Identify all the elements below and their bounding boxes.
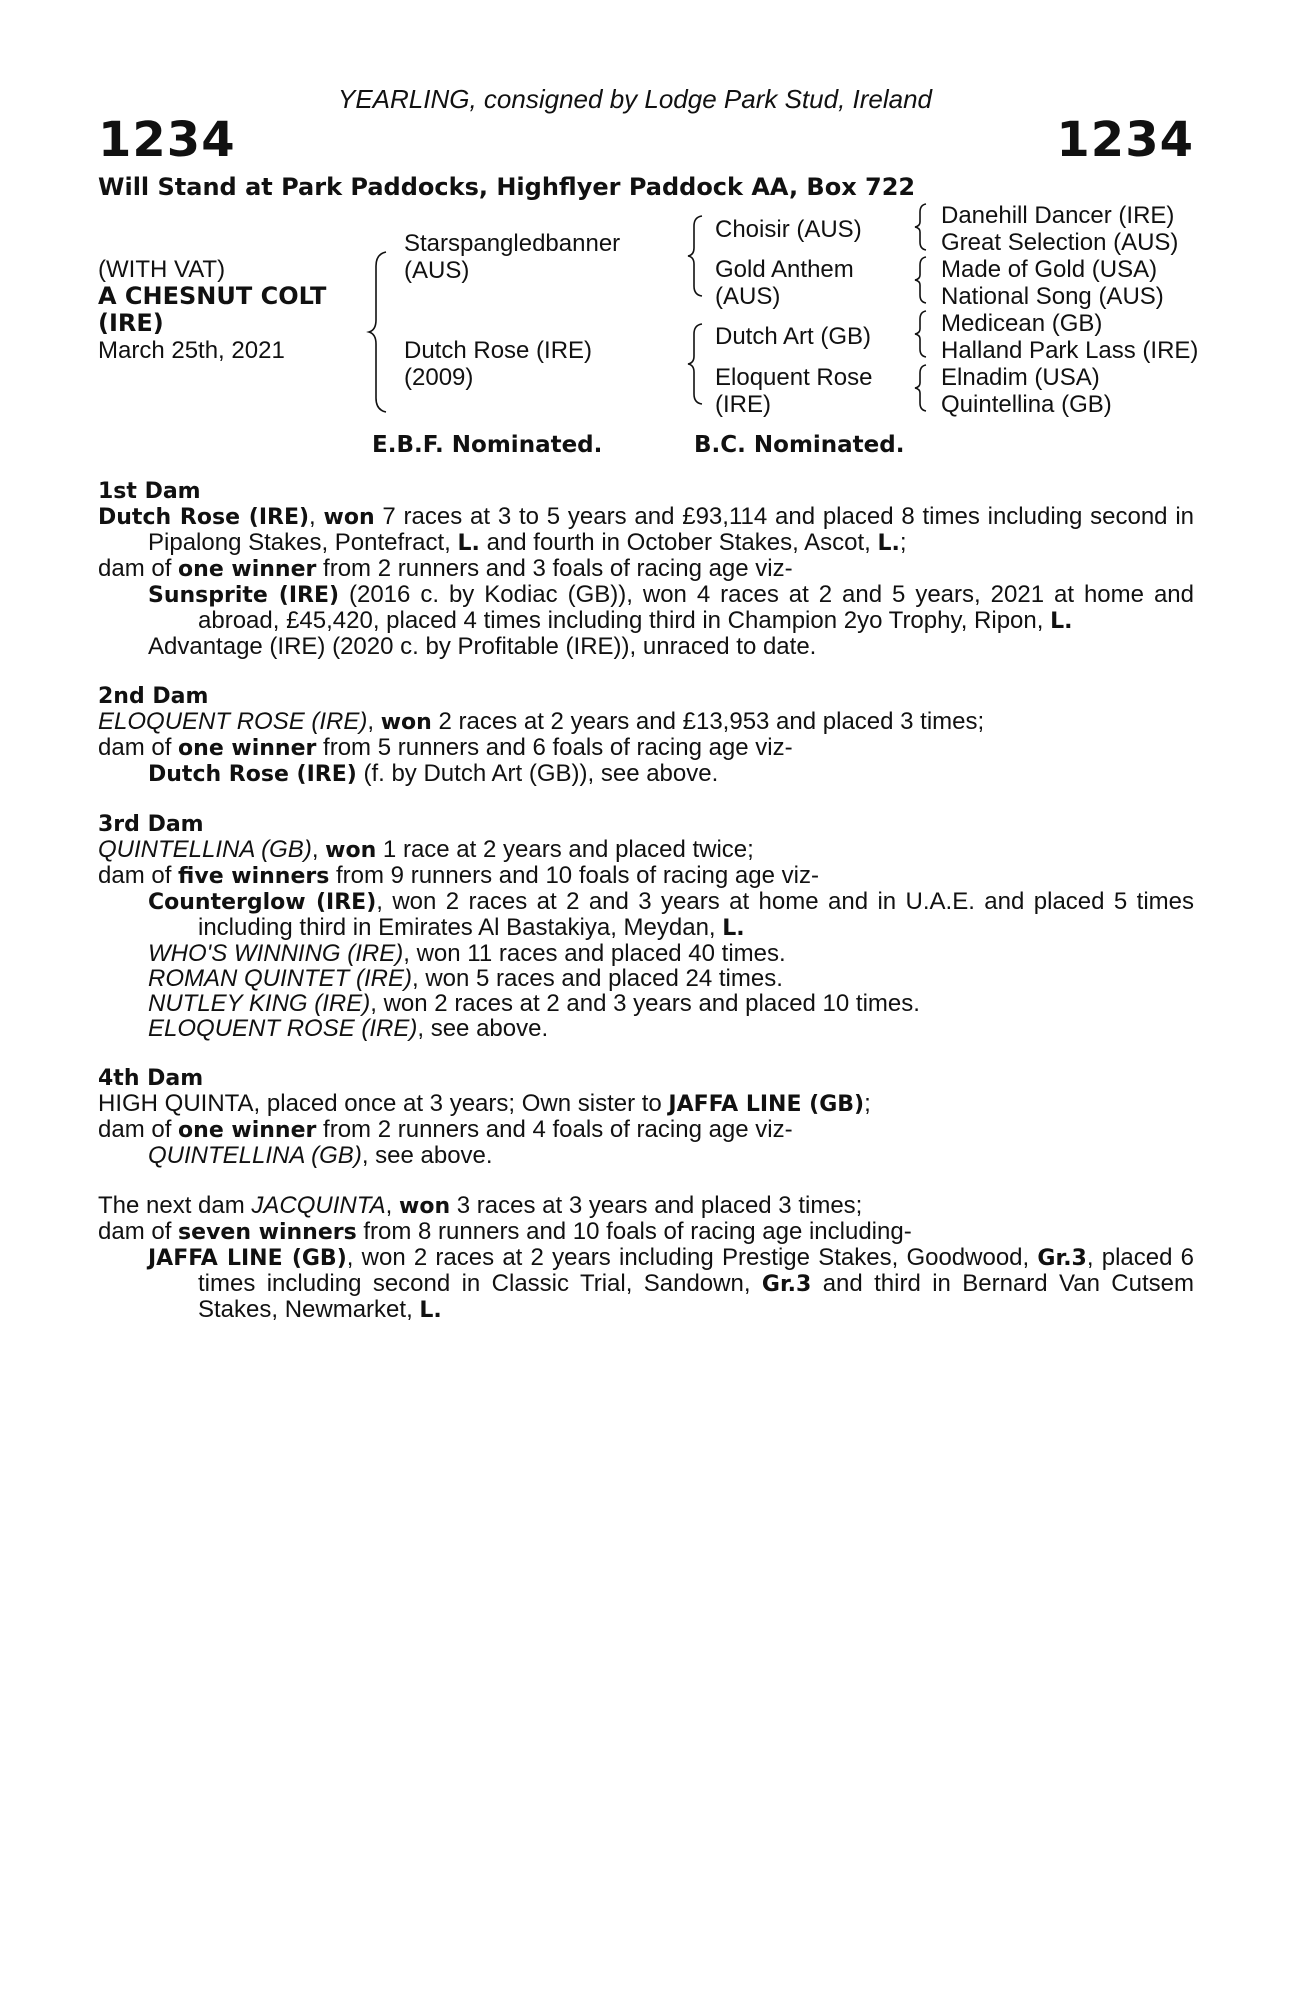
produce-name: QUINTELLINA (GB)	[148, 1142, 362, 1169]
produce-entry: Sunsprite (IRE) (2016 c. by Kodiac (GB)), won 4 races at 2 and 5 years, 2021 at home and abroad, £45,420, placed 4 times including third in Champion 2yo Trophy, Ripon, L.	[148, 581, 1194, 634]
dam-dam-origin: (IRE)	[715, 391, 771, 418]
won-label: won	[399, 1194, 451, 1219]
vat-note: (WITH VAT)	[98, 256, 226, 283]
dd-dam: Quintellina (GB)	[941, 391, 1112, 418]
dam-year: (2009)	[404, 364, 474, 391]
produce-name: Dutch Rose (IRE)	[148, 762, 357, 787]
consignment-subtitle: YEARLING, consigned by Lodge Park Stud, Ireland	[338, 84, 933, 114]
dam-name: ELOQUENT ROSE (IRE)	[98, 708, 368, 735]
bracket-eloquent-rose	[916, 365, 930, 411]
sire-dam: Gold Anthem	[715, 256, 854, 283]
sire-name: Starspangledbanner	[404, 230, 621, 257]
produce-summary: dam of one winner from 5 runners and 6 foals of racing age viz-	[98, 734, 793, 761]
lot-number-left: 1234	[98, 112, 236, 168]
dam-record: ELOQUENT ROSE (IRE), won 2 races at 2 years and £13,953 and placed 3 times;	[98, 708, 985, 735]
pedigree-bracket-dam	[690, 324, 706, 404]
produce-entry: ELOQUENT ROSE (IRE), see above.	[148, 1015, 549, 1042]
dam-name: Dutch Rose (IRE)	[404, 337, 593, 364]
dam-name: QUINTELLINA (GB)	[98, 836, 312, 863]
stand-location: Will Stand at Park Paddocks, Highflyer Paddock AA, Box 722	[98, 173, 916, 201]
dam-record	[98, 504, 1194, 556]
won-label: won	[323, 505, 375, 530]
bc-nomination: B.C. Nominated.	[694, 432, 905, 458]
first-dam-section	[98, 479, 1194, 659]
pedigree-bracket-sire	[690, 216, 706, 296]
dd-sire: Elnadim (USA)	[941, 364, 1100, 391]
produce-name: Sunsprite (IRE)	[148, 583, 340, 608]
won-label: won	[380, 710, 432, 735]
listed-marker: L.	[1050, 609, 1073, 634]
produce-name: JAFFA LINE (GB)	[148, 1246, 347, 1271]
listed-marker: L.	[457, 531, 480, 556]
sd-sire: Made of Gold (USA)	[941, 256, 1158, 283]
produce-name: ELOQUENT ROSE (IRE)	[148, 1015, 418, 1042]
sd-dam: National Song (AUS)	[941, 283, 1164, 310]
produce-name: ROMAN QUINTET (IRE)	[148, 965, 412, 992]
produce-entry: WHO'S WINNING (IRE), won 11 races and placed 40 times.	[148, 940, 786, 967]
produce-entry: QUINTELLINA (GB), see above.	[148, 1142, 493, 1169]
winners-count: seven winners	[178, 1220, 357, 1245]
dam-record: QUINTELLINA (GB), won 1 race at 2 years and placed twice;	[98, 836, 754, 863]
winners-count: five winners	[178, 864, 330, 889]
produce-entry: ROMAN QUINTET (IRE), won 5 races and placed 24 times.	[148, 965, 783, 992]
horse-name: A CHESNUT COLT	[98, 282, 327, 310]
produce-entry: Counterglow (IRE), won 2 races at 2 and 3 years at home and in U.A.E. and placed 5 times including third in Emirates Al Bastakiya, Meydan, L.	[148, 888, 1194, 941]
ss-dam: Great Selection (AUS)	[941, 229, 1179, 256]
group-marker: Gr.3	[761, 1272, 812, 1297]
listed-marker: L.	[877, 531, 900, 556]
horse-name-suffix: (IRE)	[98, 309, 164, 337]
bracket-gold-anthem	[916, 257, 930, 303]
section-heading: 1st Dam	[98, 479, 201, 504]
produce-entry: NUTLEY KING (IRE), won 2 races at 2 and 3 years and placed 10 times.	[148, 990, 920, 1017]
ss-sire: Danehill Dancer (IRE)	[941, 202, 1175, 229]
dam-name: JACQUINTA	[251, 1192, 386, 1219]
dam-record: HIGH QUINTA, placed once at 3 years; Own sister to JAFFA LINE (GB);	[98, 1090, 871, 1117]
produce-summary: dam of one winner from 2 runners and 3 foals of racing age viz-	[98, 555, 793, 582]
sire-dam-origin: (AUS)	[715, 283, 781, 310]
section-heading: 3rd Dam	[98, 812, 204, 837]
sibling-name: JAFFA LINE (GB)	[668, 1092, 865, 1117]
produce-entry: Dutch Rose (IRE) (f. by Dutch Art (GB)), see above.	[148, 760, 719, 787]
third-dam-section	[98, 812, 1194, 1041]
produce-summary: dam of five winners from 9 runners and 10 foals of racing age viz-	[98, 862, 819, 889]
listed-marker: L.	[419, 1298, 442, 1323]
produce-records	[98, 479, 1194, 1323]
dam-sire: Dutch Art (GB)	[715, 323, 872, 350]
produce-entry: Advantage (IRE) (2020 c. by Profitable (IRE)), unraced to date.	[148, 633, 817, 660]
sire-origin: (AUS)	[404, 257, 470, 284]
group-marker: Gr.3	[1037, 1246, 1087, 1271]
dam-dam: Eloquent Rose	[715, 364, 873, 391]
second-dam-section	[98, 684, 1194, 787]
sire-sire: Choisir (AUS)	[715, 216, 862, 243]
record-text: ;	[899, 529, 907, 556]
winners-count: one winner	[178, 557, 317, 582]
ds-dam: Halland Park Lass (IRE)	[941, 337, 1199, 364]
record-text: and fourth in October Stakes, Ascot,	[479, 529, 878, 556]
section-heading: 4th Dam	[98, 1066, 204, 1091]
separator: ,	[309, 503, 324, 530]
listed-marker: L.	[722, 916, 745, 941]
bracket-dutch-art	[916, 311, 930, 357]
fourth-dam-section	[98, 1066, 1194, 1168]
won-label: won	[325, 838, 377, 863]
produce-name: Counterglow (IRE)	[148, 890, 377, 915]
produce-name: WHO'S WINNING (IRE)	[148, 940, 404, 967]
dam-record: The next dam JACQUINTA, won 3 races at 3 years and placed 3 times;	[98, 1192, 863, 1219]
bracket-choisir	[916, 204, 930, 250]
record-text: 7 races at 3 to 5 years and £93,114 and placed 8 times including second in Pipalong Stakes, Pontefract,	[148, 503, 1194, 556]
pedigree-bracket-main	[372, 252, 392, 412]
dam-name: Dutch Rose (IRE)	[98, 505, 310, 530]
produce-summary: dam of one winner from 2 runners and 4 foals of racing age viz-	[98, 1116, 793, 1143]
ds-sire: Medicean (GB)	[941, 310, 1103, 337]
winners-count: one winner	[178, 1118, 317, 1143]
foaling-date: March 25th, 2021	[98, 337, 285, 364]
section-heading: 2nd Dam	[98, 684, 209, 709]
ebf-nomination: E.B.F. Nominated.	[372, 432, 603, 458]
winners-count: one winner	[178, 736, 317, 761]
produce-name: NUTLEY KING (IRE)	[148, 990, 371, 1017]
lot-number-right: 1234	[1056, 112, 1194, 168]
produce-summary: dam of seven winners from 8 runners and 10 foals of racing age including-	[98, 1218, 912, 1245]
next-dam-section	[98, 1193, 1194, 1323]
produce-entry: JAFFA LINE (GB), won 2 races at 2 years including Prestige Stakes, Goodwood, Gr.3, placed 6 times including second in Classic Trial, Sandown, Gr.3 and third in Bernard Van Cutsem Stakes, Newmarket, L.	[148, 1244, 1195, 1323]
